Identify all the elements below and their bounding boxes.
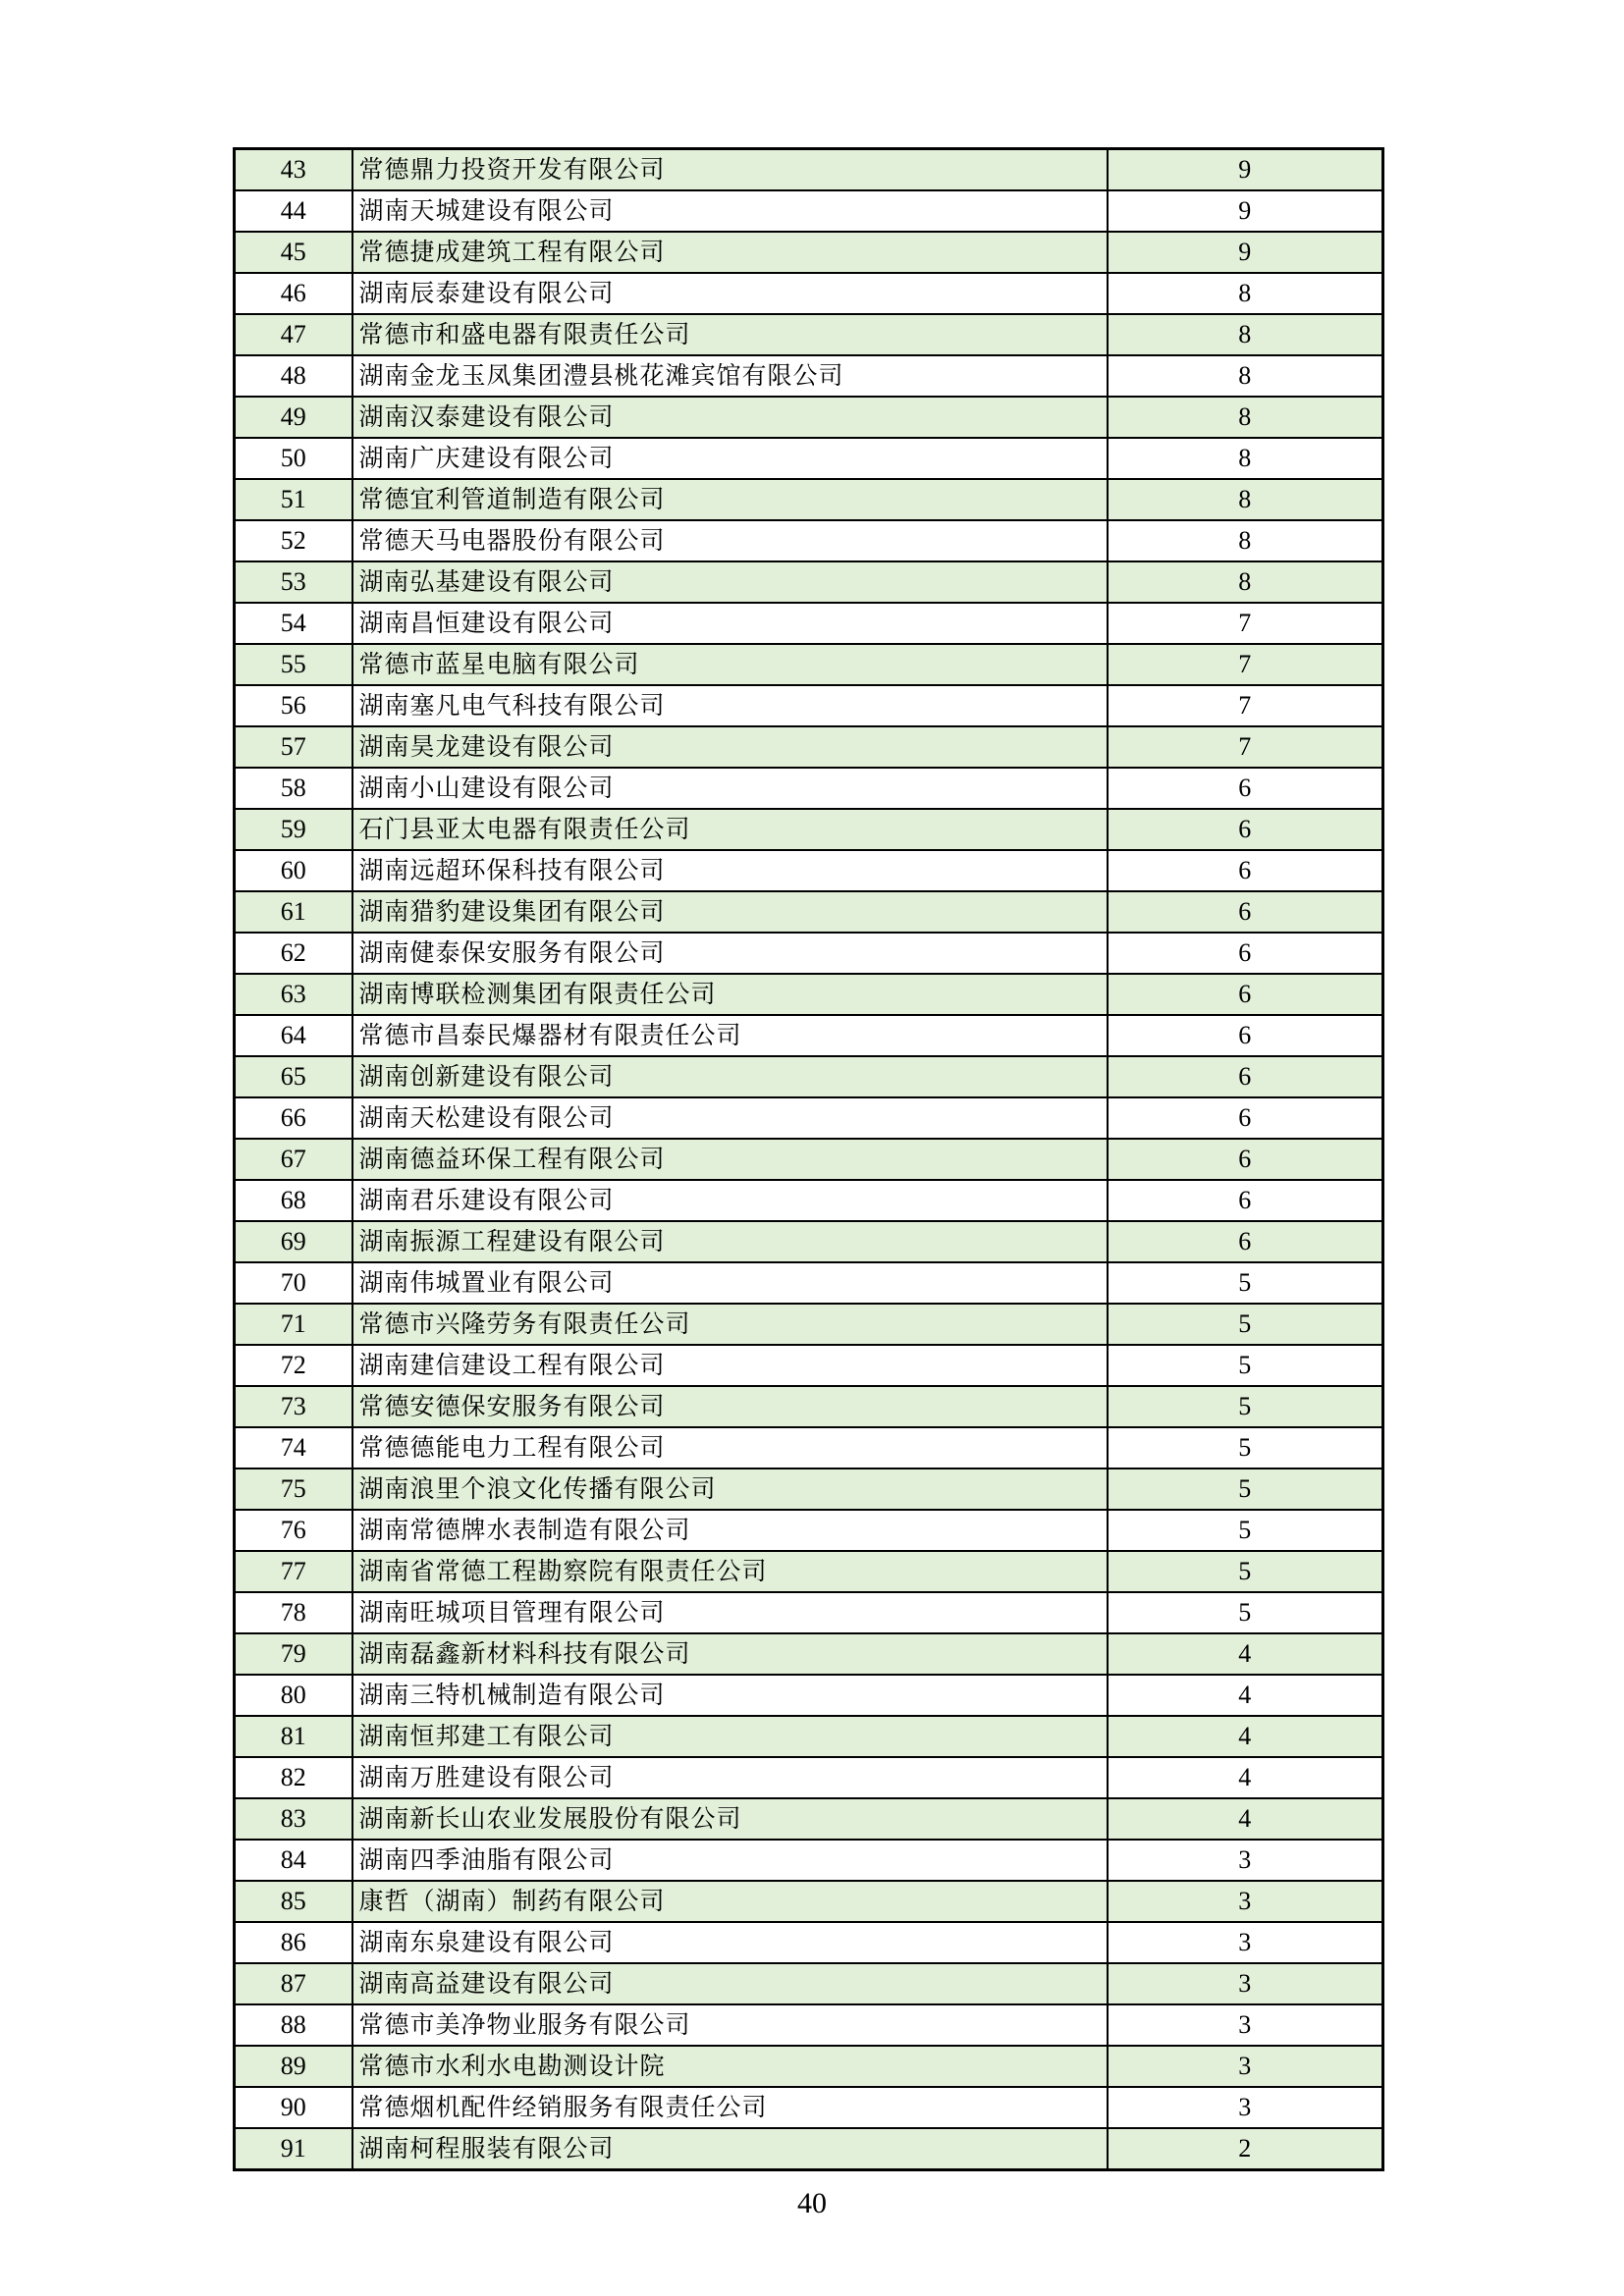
row-number-cell: 47 — [235, 314, 352, 355]
row-number-cell: 55 — [235, 644, 352, 685]
company-name-cell: 湖南东泉建设有限公司 — [352, 1922, 1108, 1963]
row-number-cell: 52 — [235, 520, 352, 561]
company-name-cell: 常德安德保安服务有限公司 — [352, 1386, 1108, 1427]
company-name-cell: 湖南创新建设有限公司 — [352, 1056, 1108, 1097]
count-cell: 3 — [1108, 2004, 1383, 2046]
row-number-cell: 77 — [235, 1551, 352, 1592]
count-cell: 6 — [1108, 768, 1383, 809]
table-row — [235, 1757, 1383, 1798]
row-number-cell: 49 — [235, 397, 352, 438]
count-cell: 6 — [1108, 1180, 1383, 1221]
table-row — [235, 850, 1383, 891]
company-name-cell: 湖南猎豹建设集团有限公司 — [352, 891, 1108, 933]
table-row — [235, 1881, 1383, 1922]
count-cell: 8 — [1108, 273, 1383, 314]
table-row — [235, 1551, 1383, 1592]
count-cell: 8 — [1108, 397, 1383, 438]
table-row — [235, 1468, 1383, 1510]
row-number-cell: 69 — [235, 1221, 352, 1262]
table-row — [235, 1262, 1383, 1304]
table-row — [235, 1675, 1383, 1716]
table-row — [235, 1221, 1383, 1262]
table-row — [235, 314, 1383, 355]
row-number-cell: 68 — [235, 1180, 352, 1221]
count-cell: 7 — [1108, 644, 1383, 685]
company-name-cell: 湖南新长山农业发展股份有限公司 — [352, 1798, 1108, 1840]
count-cell: 3 — [1108, 2046, 1383, 2087]
count-cell: 3 — [1108, 1963, 1383, 2004]
company-name-cell: 湖南天城建设有限公司 — [352, 190, 1108, 232]
count-cell: 5 — [1108, 1468, 1383, 1510]
company-name-cell: 湖南浪里个浪文化传播有限公司 — [352, 1468, 1108, 1510]
company-name-cell: 湖南昌恒建设有限公司 — [352, 603, 1108, 644]
table-row — [235, 809, 1383, 850]
count-cell: 3 — [1108, 1922, 1383, 1963]
table-row — [235, 561, 1383, 603]
table-row — [235, 603, 1383, 644]
count-cell: 6 — [1108, 891, 1383, 933]
row-number-cell: 80 — [235, 1675, 352, 1716]
company-name-cell: 湖南远超环保科技有限公司 — [352, 850, 1108, 891]
company-name-cell: 常德市水利水电勘测设计院 — [352, 2046, 1108, 2087]
row-number-cell: 46 — [235, 273, 352, 314]
count-cell: 4 — [1108, 1716, 1383, 1757]
company-name-cell: 湖南弘基建设有限公司 — [352, 561, 1108, 603]
row-number-cell: 88 — [235, 2004, 352, 2046]
company-name-cell: 湖南辰泰建设有限公司 — [352, 273, 1108, 314]
row-number-cell: 85 — [235, 1881, 352, 1922]
count-cell: 6 — [1108, 1097, 1383, 1139]
count-cell: 5 — [1108, 1510, 1383, 1551]
company-name-cell: 石门县亚太电器有限责任公司 — [352, 809, 1108, 850]
row-number-cell: 67 — [235, 1139, 352, 1180]
company-name-cell: 常德市和盛电器有限责任公司 — [352, 314, 1108, 355]
count-cell: 5 — [1108, 1345, 1383, 1386]
count-cell: 8 — [1108, 314, 1383, 355]
table-row — [235, 644, 1383, 685]
count-cell: 4 — [1108, 1798, 1383, 1840]
page-number: 40 — [797, 2187, 827, 2219]
company-name-cell: 湖南小山建设有限公司 — [352, 768, 1108, 809]
row-number-cell: 71 — [235, 1304, 352, 1345]
count-cell: 6 — [1108, 1139, 1383, 1180]
row-number-cell: 66 — [235, 1097, 352, 1139]
company-name-cell: 湖南常德牌水表制造有限公司 — [352, 1510, 1108, 1551]
table-row — [235, 1180, 1383, 1221]
count-cell: 4 — [1108, 1633, 1383, 1675]
table-row — [235, 1139, 1383, 1180]
row-number-cell: 58 — [235, 768, 352, 809]
company-name-cell: 常德市兴隆劳务有限责任公司 — [352, 1304, 1108, 1345]
row-number-cell: 53 — [235, 561, 352, 603]
company-name-cell: 湖南君乐建设有限公司 — [352, 1180, 1108, 1221]
company-name-cell: 湖南塞凡电气科技有限公司 — [352, 685, 1108, 726]
table-row — [235, 1015, 1383, 1056]
table-row — [235, 726, 1383, 768]
company-name-cell: 湖南旺城项目管理有限公司 — [352, 1592, 1108, 1633]
table-row — [235, 273, 1383, 314]
table-row — [235, 933, 1383, 974]
table-row — [235, 2046, 1383, 2087]
row-number-cell: 65 — [235, 1056, 352, 1097]
count-cell: 6 — [1108, 809, 1383, 850]
company-name-cell: 常德市蓝星电脑有限公司 — [352, 644, 1108, 685]
table-row — [235, 1345, 1383, 1386]
count-cell: 3 — [1108, 2087, 1383, 2128]
row-number-cell: 73 — [235, 1386, 352, 1427]
count-cell: 7 — [1108, 726, 1383, 768]
company-name-cell: 常德烟机配件经销服务有限责任公司 — [352, 2087, 1108, 2128]
count-cell: 6 — [1108, 974, 1383, 1015]
table-row — [235, 2128, 1383, 2170]
table-row — [235, 190, 1383, 232]
row-number-cell: 82 — [235, 1757, 352, 1798]
company-name-cell: 湖南广庆建设有限公司 — [352, 438, 1108, 479]
table-row — [235, 1304, 1383, 1345]
company-name-cell: 常德鼎力投资开发有限公司 — [352, 149, 1108, 191]
row-number-cell: 44 — [235, 190, 352, 232]
count-cell: 9 — [1108, 149, 1383, 191]
company-name-cell: 湖南德益环保工程有限公司 — [352, 1139, 1108, 1180]
count-cell: 5 — [1108, 1386, 1383, 1427]
row-number-cell: 43 — [235, 149, 352, 191]
count-cell: 9 — [1108, 232, 1383, 273]
company-name-cell: 湖南健泰保安服务有限公司 — [352, 933, 1108, 974]
row-number-cell: 64 — [235, 1015, 352, 1056]
count-cell: 5 — [1108, 1304, 1383, 1345]
company-name-cell: 常德德能电力工程有限公司 — [352, 1427, 1108, 1468]
row-number-cell: 76 — [235, 1510, 352, 1551]
row-number-cell: 48 — [235, 355, 352, 397]
company-name-cell: 湖南省常德工程勘察院有限责任公司 — [352, 1551, 1108, 1592]
table-row — [235, 520, 1383, 561]
row-number-cell: 50 — [235, 438, 352, 479]
table-row — [235, 891, 1383, 933]
count-cell: 8 — [1108, 561, 1383, 603]
count-cell: 6 — [1108, 1015, 1383, 1056]
table-row — [235, 355, 1383, 397]
company-table-container — [233, 147, 1381, 2171]
count-cell: 4 — [1108, 1757, 1383, 1798]
count-cell: 8 — [1108, 438, 1383, 479]
row-number-cell: 72 — [235, 1345, 352, 1386]
company-name-cell: 常德宜利管道制造有限公司 — [352, 479, 1108, 520]
table-row — [235, 1427, 1383, 1468]
company-name-cell: 康哲（湖南）制药有限公司 — [352, 1881, 1108, 1922]
row-number-cell: 75 — [235, 1468, 352, 1510]
company-name-cell: 湖南磊鑫新材料科技有限公司 — [352, 1633, 1108, 1675]
table-row — [235, 1056, 1383, 1097]
company-name-cell: 湖南恒邦建工有限公司 — [352, 1716, 1108, 1757]
row-number-cell: 74 — [235, 1427, 352, 1468]
table-row — [235, 397, 1383, 438]
count-cell: 6 — [1108, 1221, 1383, 1262]
table-row — [235, 1922, 1383, 1963]
row-number-cell: 79 — [235, 1633, 352, 1675]
count-cell: 5 — [1108, 1592, 1383, 1633]
count-cell: 7 — [1108, 685, 1383, 726]
row-number-cell: 89 — [235, 2046, 352, 2087]
row-number-cell: 86 — [235, 1922, 352, 1963]
row-number-cell: 59 — [235, 809, 352, 850]
company-name-cell: 湖南汉泰建设有限公司 — [352, 397, 1108, 438]
table-row — [235, 685, 1383, 726]
count-cell: 3 — [1108, 1840, 1383, 1881]
company-name-cell: 湖南三特机械制造有限公司 — [352, 1675, 1108, 1716]
row-number-cell: 87 — [235, 1963, 352, 2004]
table-row — [235, 1633, 1383, 1675]
table-row — [235, 1798, 1383, 1840]
row-number-cell: 62 — [235, 933, 352, 974]
row-number-cell: 51 — [235, 479, 352, 520]
table-row — [235, 1592, 1383, 1633]
row-number-cell: 90 — [235, 2087, 352, 2128]
table-row — [235, 2087, 1383, 2128]
company-table — [233, 147, 1384, 2171]
table-row — [235, 479, 1383, 520]
table-row — [235, 1840, 1383, 1881]
table-row — [235, 974, 1383, 1015]
count-cell: 6 — [1108, 1056, 1383, 1097]
company-name-cell: 湖南金龙玉凤集团澧县桃花滩宾馆有限公司 — [352, 355, 1108, 397]
row-number-cell: 54 — [235, 603, 352, 644]
company-name-cell: 湖南振源工程建设有限公司 — [352, 1221, 1108, 1262]
company-name-cell: 常德天马电器股份有限公司 — [352, 520, 1108, 561]
table-row — [235, 1963, 1383, 2004]
count-cell: 6 — [1108, 850, 1383, 891]
count-cell: 6 — [1108, 933, 1383, 974]
row-number-cell: 60 — [235, 850, 352, 891]
table-row — [235, 2004, 1383, 2046]
table-row — [235, 438, 1383, 479]
count-cell: 5 — [1108, 1427, 1383, 1468]
count-cell: 5 — [1108, 1551, 1383, 1592]
count-cell: 8 — [1108, 479, 1383, 520]
row-number-cell: 81 — [235, 1716, 352, 1757]
row-number-cell: 91 — [235, 2128, 352, 2170]
count-cell: 8 — [1108, 355, 1383, 397]
row-number-cell: 84 — [235, 1840, 352, 1881]
company-name-cell: 湖南建信建设工程有限公司 — [352, 1345, 1108, 1386]
table-row — [235, 1386, 1383, 1427]
table-row — [235, 768, 1383, 809]
company-name-cell: 湖南天松建设有限公司 — [352, 1097, 1108, 1139]
company-name-cell: 湖南昊龙建设有限公司 — [352, 726, 1108, 768]
row-number-cell: 57 — [235, 726, 352, 768]
company-name-cell: 常德捷成建筑工程有限公司 — [352, 232, 1108, 273]
count-cell: 4 — [1108, 1675, 1383, 1716]
count-cell: 3 — [1108, 1881, 1383, 1922]
count-cell: 8 — [1108, 520, 1383, 561]
company-name-cell: 湖南博联检测集团有限责任公司 — [352, 974, 1108, 1015]
row-number-cell: 78 — [235, 1592, 352, 1633]
table-row — [235, 232, 1383, 273]
table-row — [235, 1097, 1383, 1139]
row-number-cell: 56 — [235, 685, 352, 726]
company-name-cell: 湖南柯程服装有限公司 — [352, 2128, 1108, 2170]
count-cell: 9 — [1108, 190, 1383, 232]
table-row — [235, 149, 1383, 191]
row-number-cell: 45 — [235, 232, 352, 273]
company-name-cell: 湖南高益建设有限公司 — [352, 1963, 1108, 2004]
company-table-body — [235, 149, 1383, 2170]
row-number-cell: 63 — [235, 974, 352, 1015]
row-number-cell: 70 — [235, 1262, 352, 1304]
count-cell: 2 — [1108, 2128, 1383, 2170]
row-number-cell: 61 — [235, 891, 352, 933]
table-row — [235, 1716, 1383, 1757]
company-name-cell: 湖南万胜建设有限公司 — [352, 1757, 1108, 1798]
count-cell: 5 — [1108, 1262, 1383, 1304]
company-name-cell: 常德市美净物业服务有限公司 — [352, 2004, 1108, 2046]
row-number-cell: 83 — [235, 1798, 352, 1840]
table-row — [235, 1510, 1383, 1551]
company-name-cell: 湖南伟城置业有限公司 — [352, 1262, 1108, 1304]
count-cell: 7 — [1108, 603, 1383, 644]
company-name-cell: 湖南四季油脂有限公司 — [352, 1840, 1108, 1881]
company-name-cell: 常德市昌泰民爆器材有限责任公司 — [352, 1015, 1108, 1056]
